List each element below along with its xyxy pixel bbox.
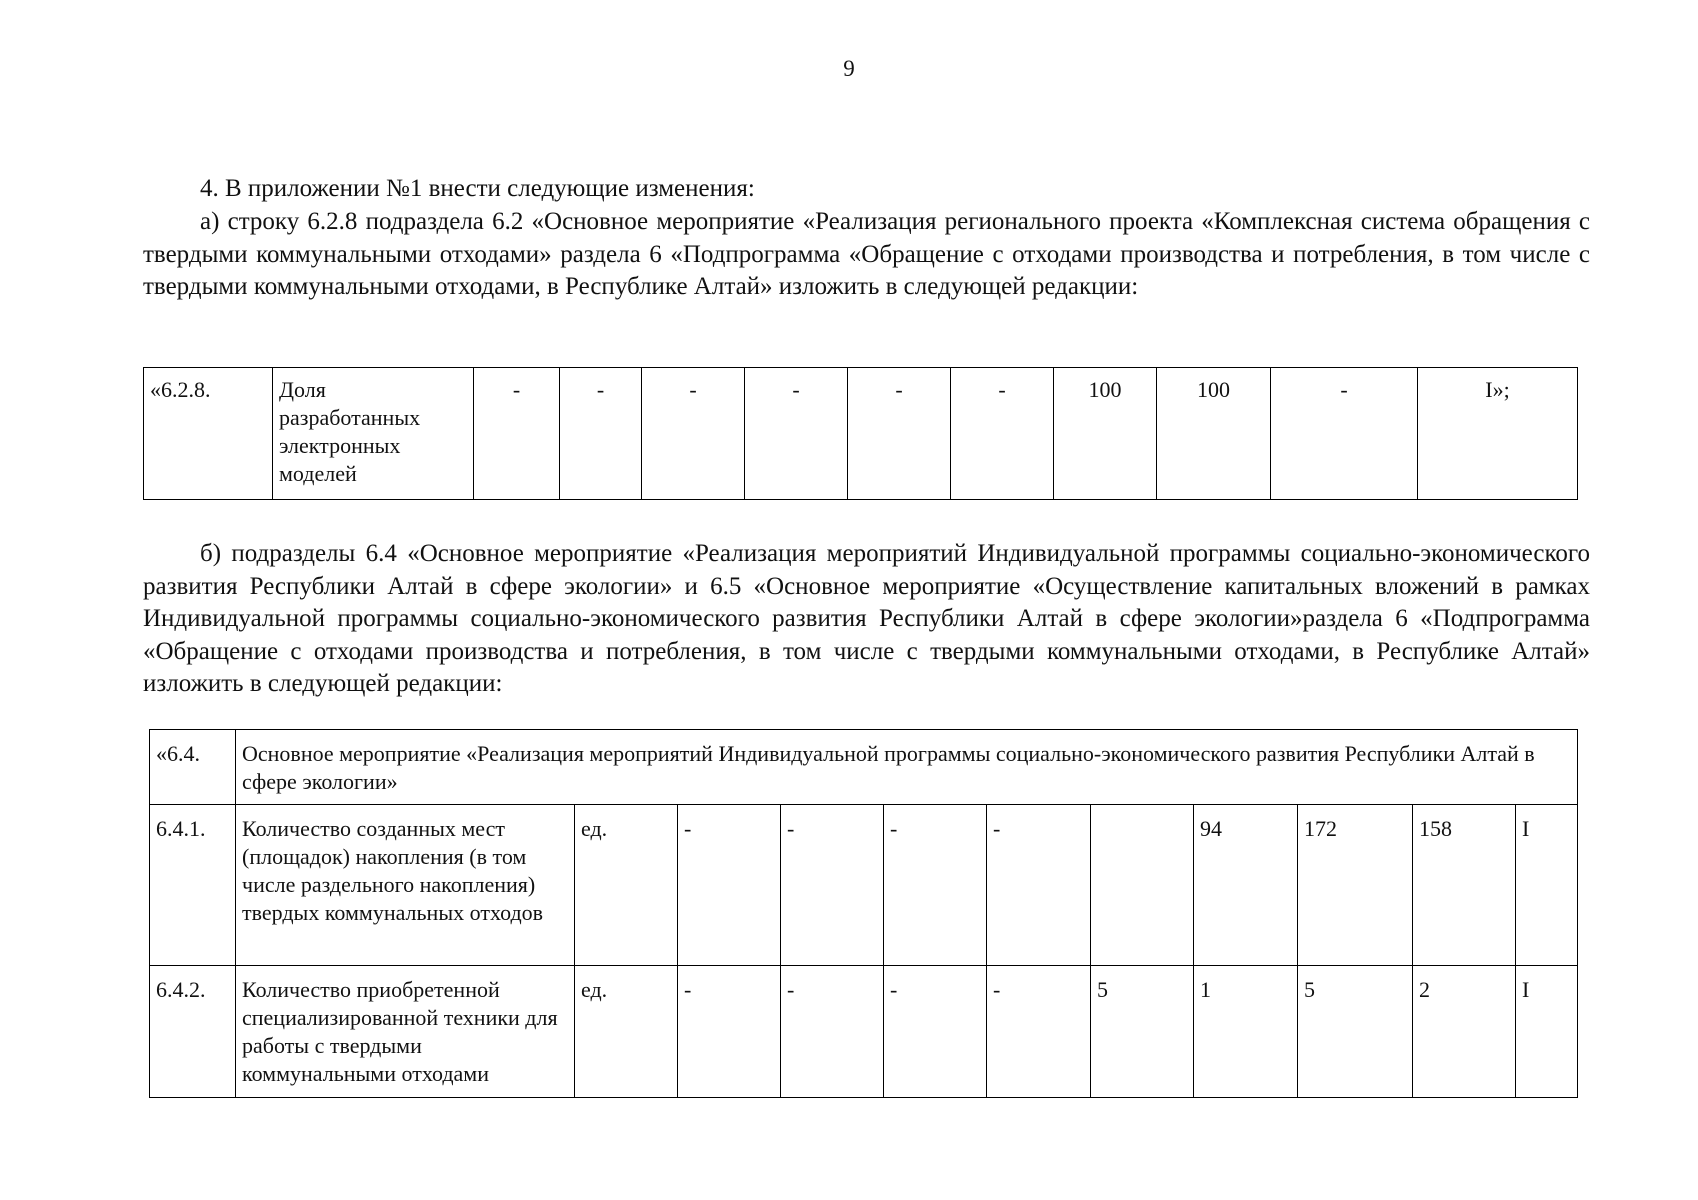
row-number-cell: 6.4.2. bbox=[150, 966, 236, 1098]
value-cell: - bbox=[951, 368, 1054, 500]
indicator-name-cell: Количество созданных мест (площадок) накопления (в том числе раздельного накопления) твердых коммунальных отходов bbox=[236, 805, 575, 966]
table-row bbox=[144, 368, 1578, 500]
unit-cell: ед. bbox=[575, 966, 678, 1098]
value-cell: 172 bbox=[1298, 805, 1413, 966]
value-cell: - bbox=[1271, 368, 1418, 500]
value-cell: 94 bbox=[1194, 805, 1298, 966]
section-number-cell: «6.4. bbox=[150, 730, 236, 805]
category-cell: I»; bbox=[1418, 368, 1578, 500]
paragraph-item-4: 4. В приложении №1 внести следующие изменения: bbox=[200, 175, 755, 202]
indicator-name-cell: Количество приобретенной специализированной техники для работы с твердыми коммунальными отходами bbox=[236, 966, 575, 1098]
row-number-cell: «6.2.8. bbox=[144, 368, 273, 500]
paragraph-subitem-a: а) строку 6.2.8 подраздела 6.2 «Основное мероприятие «Реализация регионального проекта «Комплексная система обращения с твердыми коммунальными отходами» раздела 6 «Подпрограмма «Обращение с отходами производства и потребления, в том числе с твердыми коммунальными отходами, в Республике Алтай» изложить в следующей редакции: bbox=[143, 208, 1590, 301]
value-cell: 100 bbox=[1157, 368, 1271, 500]
table-subsection-6-4 bbox=[149, 729, 1578, 1098]
table-row-6-2-8 bbox=[143, 367, 1578, 500]
value-cell: - bbox=[678, 805, 781, 966]
value-cell: - bbox=[987, 966, 1091, 1098]
value-cell: - bbox=[781, 805, 884, 966]
category-cell: I bbox=[1516, 805, 1578, 966]
value-cell: 2 bbox=[1413, 966, 1516, 1098]
value-cell: - bbox=[560, 368, 642, 500]
value-cell: - bbox=[678, 966, 781, 1098]
table-row bbox=[150, 966, 1578, 1098]
category-cell: I bbox=[1516, 966, 1578, 1098]
value-cell: - bbox=[884, 966, 987, 1098]
table-row bbox=[150, 730, 1578, 805]
value-cell: 1 bbox=[1194, 966, 1298, 1098]
value-cell: - bbox=[987, 805, 1091, 966]
value-cell: - bbox=[781, 966, 884, 1098]
section-title-cell: Основное мероприятие «Реализация мероприятий Индивидуальной программы социально-экономического развития Республики Алтай в сфере экологии» bbox=[236, 730, 1578, 805]
value-cell: 5 bbox=[1298, 966, 1413, 1098]
value-cell: - bbox=[642, 368, 745, 500]
paragraph-subitem-b: б) подразделы 6.4 «Основное мероприятие «Реализация мероприятий Индивидуальной программы социально-экономического развития Республики Алтай в сфере экологии» и 6.5 «Основное мероприятие «Осуществление капитальных вложений в рамках Индивидуальной программы социально-экономического развития Республики Алтай в сфере экологии»раздела 6 «Подпрограмма «Обращение с отходами производства и потребления, в том числе с твердыми коммунальными отходами, в Республике Алтай» изложить в следующей редакции: bbox=[143, 540, 1590, 698]
value-cell bbox=[1091, 805, 1194, 966]
value-cell: 158 bbox=[1413, 805, 1516, 966]
unit-cell: ед. bbox=[575, 805, 678, 966]
indicator-name-cell: Доля разработанных электронных моделей bbox=[273, 368, 474, 500]
table-row bbox=[150, 805, 1578, 966]
value-cell: 100 bbox=[1054, 368, 1157, 500]
value-cell: 5 bbox=[1091, 966, 1194, 1098]
value-cell: - bbox=[474, 368, 560, 500]
value-cell: - bbox=[884, 805, 987, 966]
value-cell: - bbox=[745, 368, 848, 500]
page-number: 9 bbox=[843, 56, 855, 81]
row-number-cell: 6.4.1. bbox=[150, 805, 236, 966]
value-cell: - bbox=[848, 368, 951, 500]
